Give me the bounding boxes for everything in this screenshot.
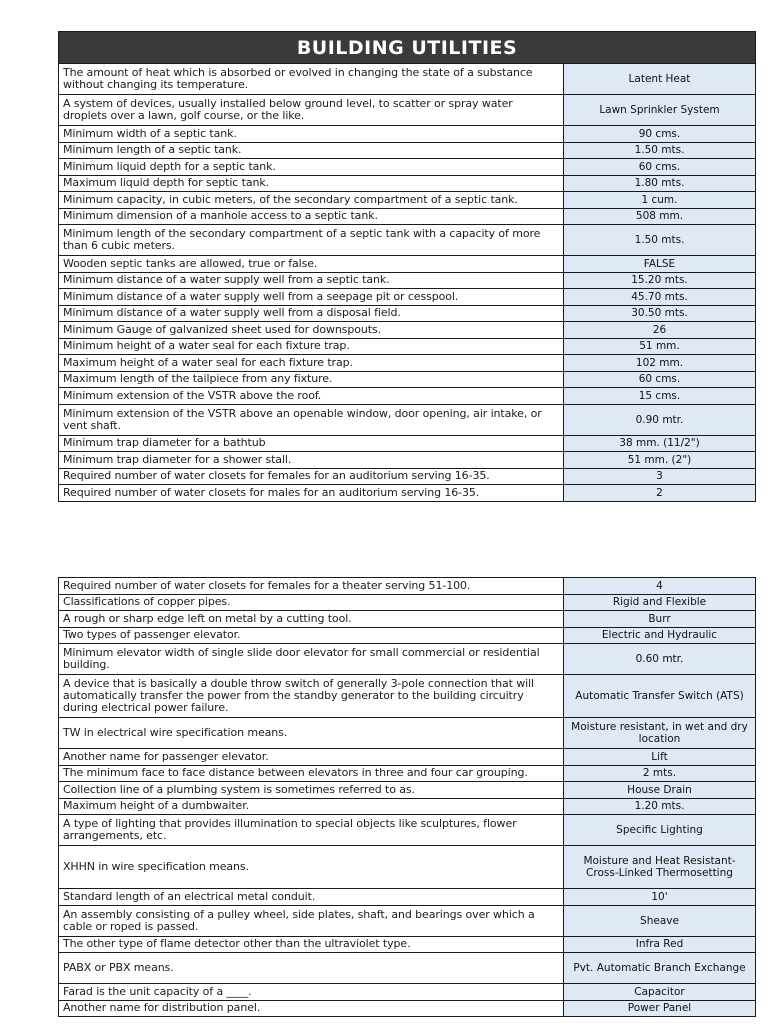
- answer-cell: Electric and Hydraulic: [564, 627, 756, 644]
- table-row: [59, 272, 756, 289]
- answer-cell: 1.80 mts.: [564, 175, 756, 192]
- answer-cell: 26: [564, 322, 756, 339]
- question-cell: Required number of water closets for males for an auditorium serving 16-35.: [59, 485, 564, 502]
- answer-cell: 2: [564, 485, 756, 502]
- table-row: [59, 388, 756, 405]
- table-row: [59, 468, 756, 485]
- answer-cell: 51 mm. (2"): [564, 452, 756, 469]
- table-row: [59, 846, 756, 889]
- table-row: [59, 338, 756, 355]
- question-cell: Farad is the unit capacity of a ____.: [59, 984, 564, 1001]
- answer-cell: FALSE: [564, 256, 756, 273]
- question-cell: Minimum distance of a water supply well from a seepage pit or cesspool.: [59, 289, 564, 306]
- table-row: [59, 782, 756, 799]
- answer-cell: Moisture and Heat Resistant- Cross-Linked Thermosetting: [564, 846, 756, 889]
- table-row: [59, 765, 756, 782]
- answer-cell: Automatic Transfer Switch (ATS): [564, 675, 756, 718]
- table-row: [59, 953, 756, 984]
- answer-cell: 1.20 mts.: [564, 798, 756, 815]
- answer-cell: 4: [564, 578, 756, 595]
- title-row: [59, 32, 756, 64]
- answer-cell: Moisture resistant, in wet and dry location: [564, 718, 756, 749]
- question-cell: Standard length of an electrical metal conduit.: [59, 889, 564, 906]
- question-cell: A rough or sharp edge left on metal by a cutting tool.: [59, 611, 564, 628]
- table-row: [59, 192, 756, 209]
- table-row: [59, 404, 756, 435]
- table-row: [59, 126, 756, 143]
- answer-cell: Lawn Sprinkler System: [564, 95, 756, 126]
- table-row: [59, 452, 756, 469]
- answer-cell: Power Panel: [564, 1000, 756, 1017]
- question-cell: Minimum liquid depth for a septic tank.: [59, 159, 564, 176]
- table-row: [59, 95, 756, 126]
- table-row: [59, 371, 756, 388]
- question-cell: A type of lighting that provides illumination to special objects like sculptures, flower arrangements, etc.: [59, 815, 564, 846]
- table-row: [59, 718, 756, 749]
- question-cell: Minimum width of a septic tank.: [59, 126, 564, 143]
- table-row: [59, 1000, 756, 1017]
- question-cell: Required number of water closets for females for an auditorium serving 16-35.: [59, 468, 564, 485]
- question-cell: Minimum trap diameter for a bathtub: [59, 435, 564, 452]
- answer-cell: 15.20 mts.: [564, 272, 756, 289]
- answer-cell: Pvt. Automatic Branch Exchange: [564, 953, 756, 984]
- question-cell: The other type of flame detector other than the ultraviolet type.: [59, 936, 564, 953]
- table-row: [59, 256, 756, 273]
- question-cell: An assembly consisting of a pulley wheel, side plates, shaft, and bearings over which a cable or roped is passed.: [59, 905, 564, 936]
- question-cell: A system of devices, usually installed below ground level, to scatter or spray water droplets over a lawn, golf course, or the like.: [59, 95, 564, 126]
- question-cell: Required number of water closets for females for a theater serving 51-100.: [59, 578, 564, 595]
- question-cell: Minimum elevator width of single slide door elevator for small commercial or residential building.: [59, 644, 564, 675]
- answer-cell: 3: [564, 468, 756, 485]
- answer-cell: 15 cms.: [564, 388, 756, 405]
- table-row: [59, 815, 756, 846]
- answer-cell: Rigid and Flexible: [564, 594, 756, 611]
- utilities-table-1: [58, 31, 756, 502]
- question-cell: Classifications of copper pipes.: [59, 594, 564, 611]
- answer-cell: 0.90 mtr.: [564, 404, 756, 435]
- question-cell: Minimum extension of the VSTR above an openable window, door opening, air intake, or vent shaft.: [59, 404, 564, 435]
- answer-cell: Lift: [564, 749, 756, 766]
- page-title: BUILDING UTILITIES: [59, 32, 756, 64]
- answer-cell: 1.50 mts.: [564, 225, 756, 256]
- table-row: [59, 64, 756, 95]
- table-row: [59, 749, 756, 766]
- question-cell: Minimum dimension of a manhole access to a septic tank.: [59, 208, 564, 225]
- question-cell: Minimum height of a water seal for each fixture trap.: [59, 338, 564, 355]
- table-row: [59, 594, 756, 611]
- answer-cell: Sheave: [564, 905, 756, 936]
- table-row: [59, 355, 756, 372]
- table-row: [59, 305, 756, 322]
- answer-cell: 10': [564, 889, 756, 906]
- question-cell: Another name for passenger elevator.: [59, 749, 564, 766]
- answer-cell: 508 mm.: [564, 208, 756, 225]
- question-cell: Maximum length of the tailpiece from any fixture.: [59, 371, 564, 388]
- table-row: [59, 289, 756, 306]
- question-cell: Minimum length of the secondary compartment of a septic tank with a capacity of more than 6 cubic meters.: [59, 225, 564, 256]
- table-row: [59, 905, 756, 936]
- table-row: [59, 627, 756, 644]
- question-cell: Minimum capacity, in cubic meters, of the secondary compartment of a septic tank.: [59, 192, 564, 209]
- table-row: [59, 984, 756, 1001]
- question-cell: TW in electrical wire specification means.: [59, 718, 564, 749]
- question-cell: Wooden septic tanks are allowed, true or false.: [59, 256, 564, 273]
- answer-cell: 102 mm.: [564, 355, 756, 372]
- table-row: [59, 936, 756, 953]
- answer-cell: 1.50 mts.: [564, 142, 756, 159]
- table-row: [59, 208, 756, 225]
- question-cell: Minimum extension of the VSTR above the roof.: [59, 388, 564, 405]
- table-row: [59, 644, 756, 675]
- utilities-table-2: [58, 577, 756, 1017]
- question-cell: Collection line of a plumbing system is sometimes referred to as.: [59, 782, 564, 799]
- answer-cell: Specific Lighting: [564, 815, 756, 846]
- question-cell: Another name for distribution panel.: [59, 1000, 564, 1017]
- answer-cell: Burr: [564, 611, 756, 628]
- table-row: [59, 435, 756, 452]
- table-row: [59, 675, 756, 718]
- table-row: [59, 142, 756, 159]
- table-row: [59, 889, 756, 906]
- answer-cell: 60 cms.: [564, 159, 756, 176]
- answer-cell: 60 cms.: [564, 371, 756, 388]
- answer-cell: 0.60 mtr.: [564, 644, 756, 675]
- table-row: [59, 159, 756, 176]
- table-row: [59, 485, 756, 502]
- question-cell: Minimum trap diameter for a shower stall.: [59, 452, 564, 469]
- answer-cell: Capacitor: [564, 984, 756, 1001]
- answer-cell: 1 cum.: [564, 192, 756, 209]
- question-cell: PABX or PBX means.: [59, 953, 564, 984]
- answer-cell: 2 mts.: [564, 765, 756, 782]
- question-cell: A device that is basically a double throw switch of generally 3-pole connection that will automatically transfer the power from the standby generator to the building circuitry during electrical power failure.: [59, 675, 564, 718]
- question-cell: Maximum height of a water seal for each fixture trap.: [59, 355, 564, 372]
- table-row: [59, 322, 756, 339]
- table-row: [59, 798, 756, 815]
- table-row: [59, 225, 756, 256]
- answer-cell: 38 mm. (11/2"): [564, 435, 756, 452]
- answer-cell: 30.50 mts.: [564, 305, 756, 322]
- question-cell: XHHN in wire specification means.: [59, 846, 564, 889]
- answer-cell: 51 mm.: [564, 338, 756, 355]
- question-cell: Minimum distance of a water supply well from a septic tank.: [59, 272, 564, 289]
- question-cell: Two types of passenger elevator.: [59, 627, 564, 644]
- table-row: [59, 175, 756, 192]
- answer-cell: Latent Heat: [564, 64, 756, 95]
- question-cell: The amount of heat which is absorbed or evolved in changing the state of a substance without changing its temperature.: [59, 64, 564, 95]
- question-cell: The minimum face to face distance between elevators in three and four car grouping.: [59, 765, 564, 782]
- question-cell: Minimum distance of a water supply well from a disposal field.: [59, 305, 564, 322]
- question-cell: Maximum liquid depth for septic tank.: [59, 175, 564, 192]
- table-row: [59, 611, 756, 628]
- answer-cell: Infra Red: [564, 936, 756, 953]
- answer-cell: 90 cms.: [564, 126, 756, 143]
- answer-cell: House Drain: [564, 782, 756, 799]
- question-cell: Minimum length of a septic tank.: [59, 142, 564, 159]
- table-row: [59, 578, 756, 595]
- answer-cell: 45.70 mts.: [564, 289, 756, 306]
- question-cell: Maximum height of a dumbwaiter.: [59, 798, 564, 815]
- question-cell: Minimum Gauge of galvanized sheet used for downspouts.: [59, 322, 564, 339]
